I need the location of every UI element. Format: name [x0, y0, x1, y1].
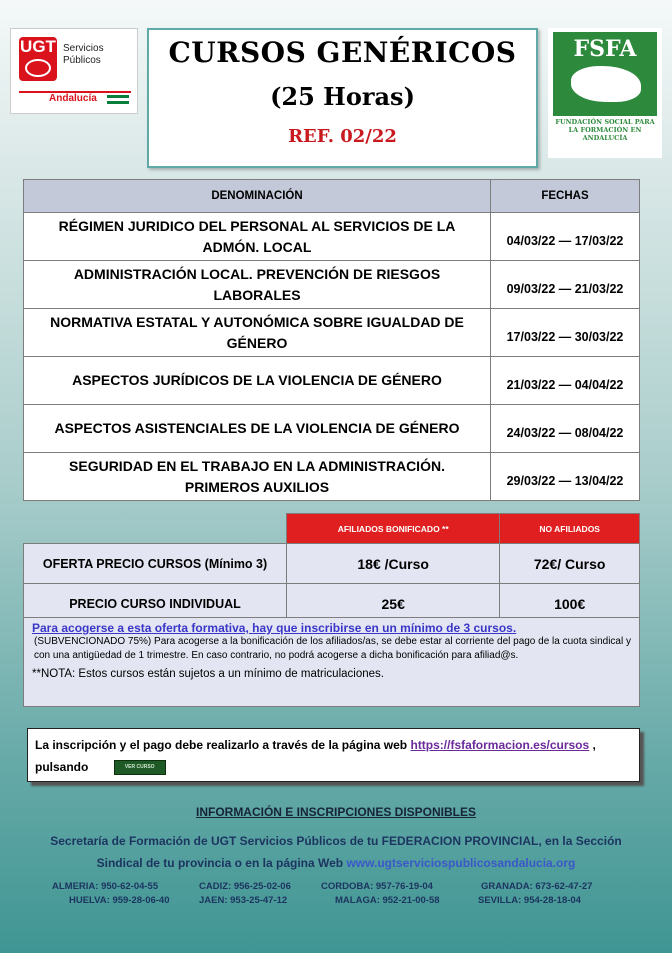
course-name: ADMINISTRACIÓN LOCAL. PREVENCIÓN DE RIESGOS LABORALES	[24, 261, 491, 309]
ver-curso-button[interactable]: VER CURSO	[114, 760, 166, 775]
ugt-logo-line2: Públicos	[63, 55, 101, 66]
ugt-logo-line1: Servicios	[63, 43, 104, 54]
course-name: ASPECTOS ASISTENCIALES DE LA VIOLENCIA DE GÉNERO	[24, 405, 491, 453]
column-header-affiliated: AFILIADOS BONIFICADO **	[287, 514, 500, 544]
courses-table-header	[24, 180, 640, 213]
course-name: NORMATIVA ESTATAL Y AUTONÓMICA SOBRE IGUALDAD DE GÉNERO	[24, 309, 491, 357]
ugt-logo	[10, 28, 138, 114]
column-header-non-affiliated: NO AFILIADOS	[500, 514, 640, 544]
phone-granada: GRANADA: 673-62-47-27	[481, 881, 593, 892]
footer-line2-text: Sindical de tu provincia o en la página Web	[96, 856, 344, 870]
price-affiliated: 25€	[287, 584, 500, 624]
offer-conditions-link[interactable]: Para acogerse a esta oferta formativa, hay que inscribirse en un mínimo de 3 cursos.	[32, 621, 517, 635]
table-row	[24, 213, 640, 261]
price-row-label: OFERTA PRECIO CURSOS (Mínimo 3)	[24, 544, 287, 584]
page-subtitle: (25 Horas)	[270, 82, 415, 111]
price-row-label: PRECIO CURSO INDIVIDUAL	[24, 584, 287, 624]
course-name: SEGURIDAD EN EL TRABAJO EN LA ADMINISTRACIÓN. PRIMEROS AUXILIOS	[24, 453, 491, 501]
table-row	[24, 405, 640, 453]
phone-sevilla: SEVILLA: 954-28-18-04	[478, 895, 581, 906]
footer-website-link[interactable]: www.ugtserviciospublicosandalucia.org	[346, 856, 576, 870]
table-row	[24, 357, 640, 405]
price-affiliated: 18€ /Curso	[287, 544, 500, 584]
phone-almeria: ALMERIA: 950-62-04-55	[52, 881, 159, 892]
price-table	[23, 513, 640, 624]
course-dates: 29/03/22 — 13/04/22	[491, 453, 640, 501]
table-row	[24, 544, 640, 584]
fsfa-emblem	[553, 32, 657, 116]
signup-text: La inscripción y el pago debe realizarlo a través de la página web	[35, 738, 408, 752]
phone-jaen: JAEN: 953-25-47-12	[199, 895, 288, 906]
column-header-dates: FECHAS	[491, 180, 640, 213]
ugt-logo-region: Andalucía	[49, 93, 97, 104]
table-row	[24, 453, 640, 501]
fsfa-logo-caption: FUNDACIÓN SOCIAL PARA LA FORMACIÓN EN ANDALUCÍA	[555, 118, 655, 142]
price-non-affiliated: 72€/ Curso	[500, 544, 640, 584]
andalucia-flag-icon	[107, 95, 129, 104]
course-dates: 24/03/22 — 08/04/22	[491, 405, 640, 453]
ugt-logo-brand: UGT	[20, 37, 56, 56]
footer-line1: Secretaría de Formación de UGT Servicios Públicos de tu FEDERACION PROVINCIAL, en la Sección	[50, 834, 622, 848]
footer-title: INFORMACIÓN E INSCRIPCIONES DISPONIBLES	[195, 805, 477, 819]
price-table-header	[24, 514, 640, 544]
signup-text-after: ,	[589, 738, 596, 752]
fsfa-logo-brand: FSFA	[573, 36, 637, 62]
table-row	[24, 261, 640, 309]
title-box	[147, 28, 538, 168]
reference-code: REF. 02/22	[288, 126, 397, 147]
course-dates: 21/03/22 — 04/04/22	[491, 357, 640, 405]
course-dates: 04/03/22 — 17/03/22	[491, 213, 640, 261]
fsfa-logo	[548, 28, 662, 158]
ugt-logo-text	[63, 43, 104, 67]
phone-malaga: MALAGA: 952-21-00-58	[335, 895, 440, 906]
column-header-name: DENOMINACIÓN	[24, 180, 491, 213]
andalucia-map-icon	[571, 66, 641, 102]
subsidy-conditions-text: (SUBVENCIONADO 75%) Para acogerse a la bonificación de los afiliados/as, se debe estar al corriente del pago de la cuota sindical y con una antigüedad de 1 trimestre. En caso contrario, no podrá acogerse a dicha bonificación para afiliad@s.	[34, 636, 631, 661]
courses-table	[23, 179, 640, 501]
signup-url-link[interactable]: https://fsfaformacion.es/cursos	[410, 738, 590, 752]
course-name: RÉGIMEN JURIDICO DEL PERSONAL AL SERVICIOS DE LA ADMÓN. LOCAL	[24, 213, 491, 261]
signup-line1	[35, 734, 632, 756]
ugt-logo-region-bar	[19, 91, 131, 107]
phone-cordoba: CORDOBA: 957-76-19-04	[321, 881, 433, 892]
footer-line2	[0, 856, 672, 870]
table-row	[24, 309, 640, 357]
info-box	[23, 617, 640, 707]
course-dates: 17/03/22 — 30/03/22	[491, 309, 640, 357]
ugt-emblem-icon	[19, 37, 57, 81]
ugt-ring-icon	[25, 59, 51, 77]
phone-huelva: HUELVA: 959-28-06-40	[69, 895, 170, 906]
phone-cadiz: CADIZ: 956-25-02-06	[199, 881, 291, 892]
enrollment-note: **NOTA: Estos cursos están sujetos a un mínimo de matriculaciones.	[32, 668, 384, 680]
course-name: ASPECTOS JURÍDICOS DE LA VIOLENCIA DE GÉNERO	[24, 357, 491, 405]
course-dates: 09/03/22 — 21/03/22	[491, 261, 640, 309]
signup-line2	[35, 756, 632, 778]
signup-box	[27, 728, 640, 782]
signup-press-text: pulsando	[35, 760, 89, 774]
price-header-spacer	[24, 514, 287, 544]
page-title: CURSOS GENÉRICOS	[168, 36, 517, 69]
price-non-affiliated: 100€	[500, 584, 640, 624]
